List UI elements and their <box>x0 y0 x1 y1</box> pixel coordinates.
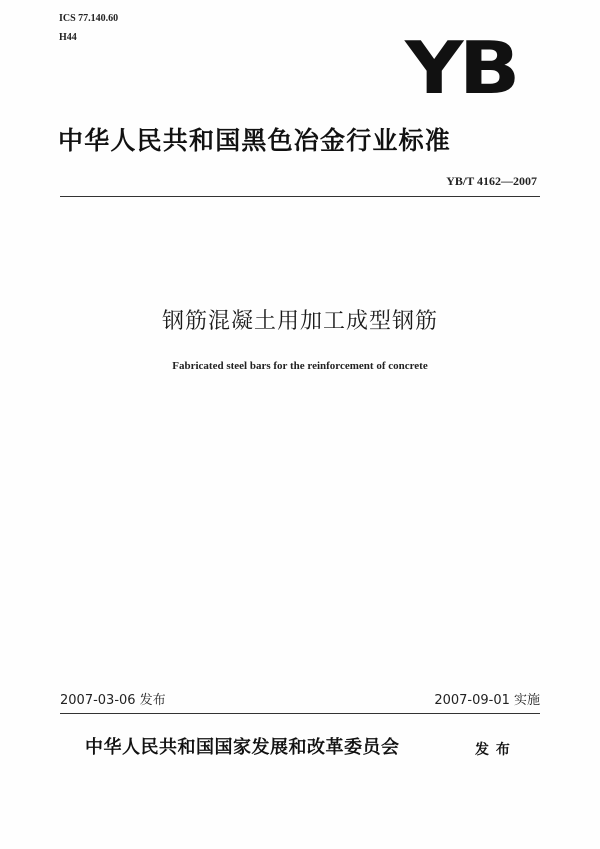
document-title-zh: 钢筋混凝土用加工成型钢筋 <box>161 309 438 334</box>
document-title-en: Fabricated steel bars for the reinforcement of concrete <box>172 360 428 372</box>
standard-number: YB/T 4162—2007 <box>446 174 537 188</box>
issue-date: 2007-03-06 发布 <box>60 693 166 708</box>
issuing-authority: 中华人民共和国国家发展和改革委员会 <box>85 737 400 758</box>
ics-code: ICS 77.140.60 <box>59 13 119 24</box>
implementation-date: 2007-09-01 实施 <box>434 693 540 708</box>
ccs-code: H44 <box>59 32 77 43</box>
yb-logo: YB <box>405 26 516 110</box>
issuing-label: 发 布 <box>475 742 511 758</box>
bottom-divider <box>60 713 540 714</box>
standard-title: 中华人民共和国黑色冶金行业标准 <box>58 126 452 155</box>
top-divider <box>60 196 540 197</box>
